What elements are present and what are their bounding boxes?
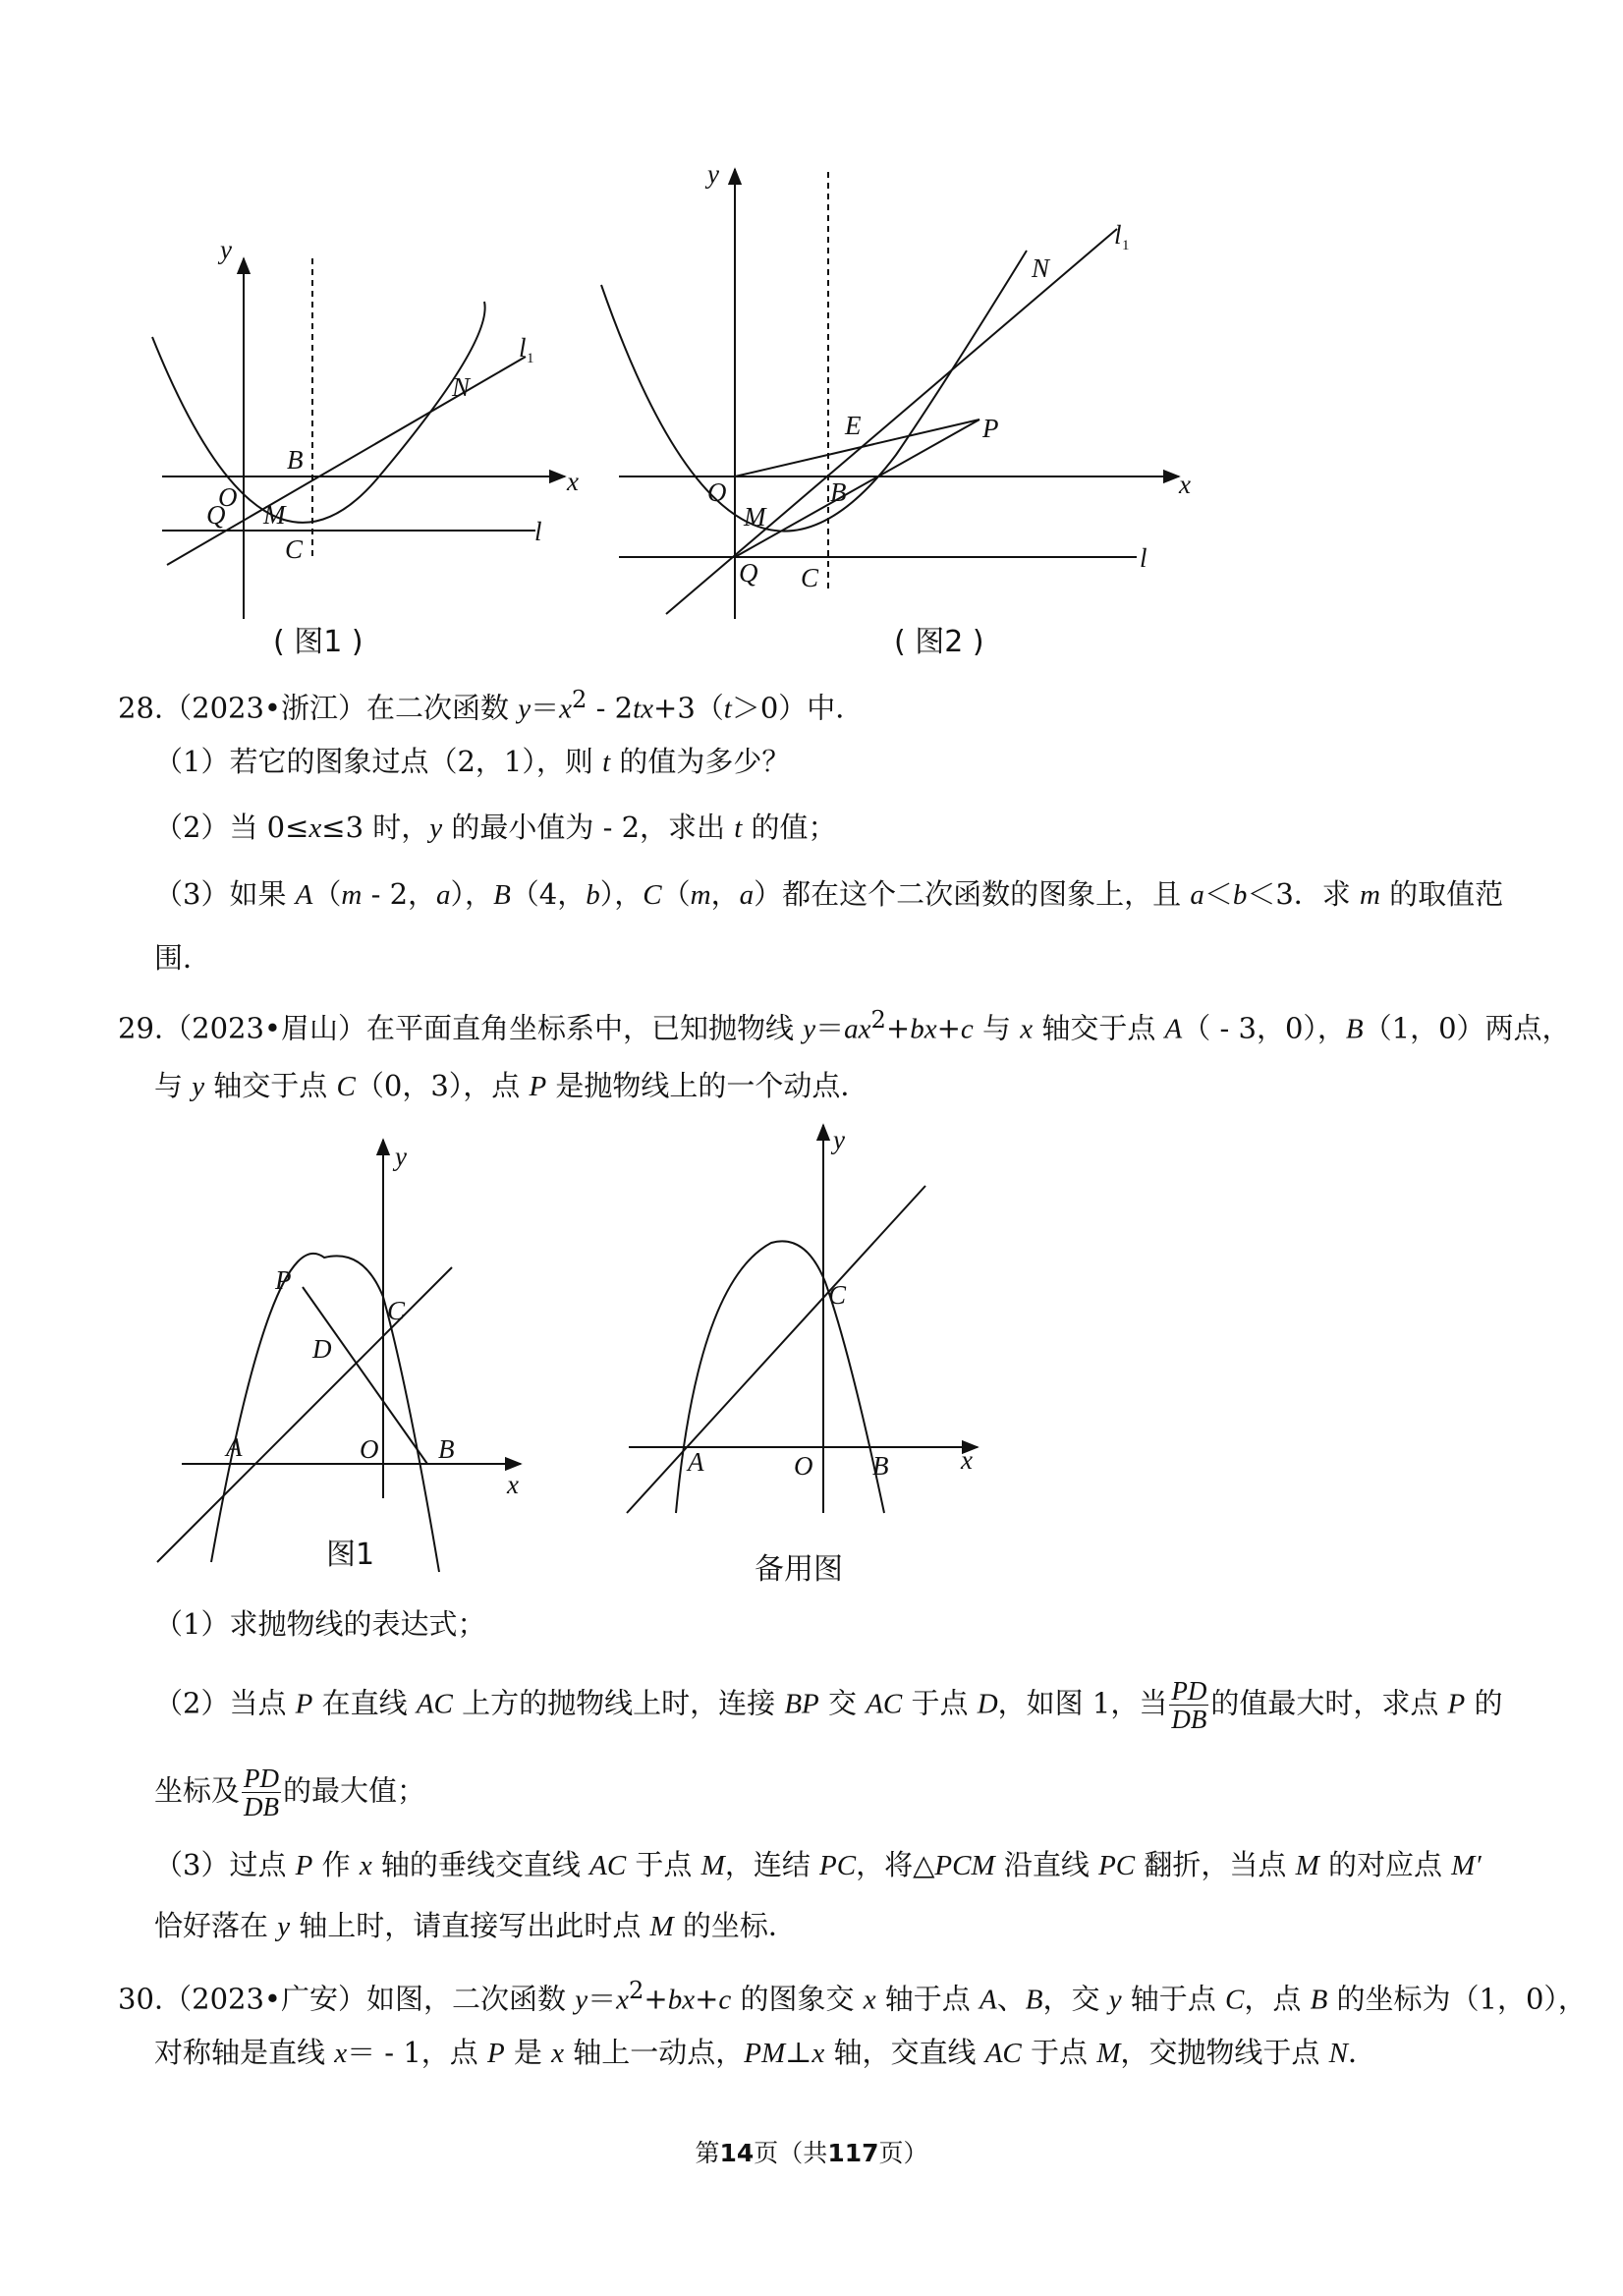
label-C: C — [285, 534, 304, 564]
line-AC — [157, 1267, 452, 1562]
label-C: C — [828, 1280, 847, 1310]
figure-top-left — [138, 231, 589, 624]
label-l1-sub: 1 — [527, 351, 534, 366]
parabola — [211, 1254, 439, 1572]
label-Q: Q — [739, 558, 758, 588]
label-B: B — [287, 445, 304, 475]
parabola — [676, 1241, 884, 1513]
label-l1: l — [519, 333, 527, 363]
q29-part1: （1）求抛物线的表达式； — [154, 1607, 486, 1641]
figure-top-right — [601, 157, 1210, 619]
q29-figure-1 — [147, 1140, 540, 1572]
label-l: l — [1140, 543, 1147, 573]
q28-part1: （1）若它的图象过点（2，1），则 t 的值为多少？ — [154, 745, 791, 778]
q28-part3: （3）如果 A（m - 2，a），B（4，b），C（m，a）都在这个二次函数的图象上，且 a＜b＜3．求 m 的取值范 — [154, 877, 1504, 911]
label-y: y — [833, 1125, 845, 1154]
q29-stem-line2: 与 y 轴交于点 C（0，3），点 P 是抛物线上的一个动点． — [154, 1069, 869, 1102]
q30-stem-line1: 30.（2023•广安）如图，二次函数 $y=x^2+bx+c$ 的图象交 x 轴于点 A、B，交 y 轴于点 C，点 B 的坐标为（1，0）， — [118, 1977, 1587, 2016]
page-number: 14 — [719, 2139, 755, 2167]
label-B: B — [438, 1434, 455, 1464]
label-B: B — [830, 477, 847, 507]
label-D: D — [312, 1334, 332, 1364]
label-E: E — [845, 411, 862, 440]
q29-part3: （3）过点 P 作 x 轴的垂线交直线 AC 于点 M，连结 PC，将△PCM 沿直线 PC 翻折，当点 M 的对应点 M′ — [154, 1848, 1482, 1881]
q29-part3-cont: 恰好落在 y 轴上时，请直接写出此时点 M 的坐标． — [154, 1909, 797, 1942]
label-x: x — [567, 467, 579, 496]
page-total: 117 — [827, 2139, 879, 2167]
label-O: O — [794, 1451, 813, 1481]
q29-caption-fig1: 图1 — [326, 1538, 375, 1572]
label-C: C — [387, 1296, 406, 1325]
label-B: B — [872, 1451, 889, 1481]
label-A: A — [226, 1432, 243, 1462]
label-y: y — [220, 235, 232, 264]
q29-part2: （2）当点 P 在直线 AC 上方的抛物线上时，连接 BP 交 AC 于点 D，如图 1，当 $\frac{PD}{DB}$ 的值最大时，求点 P 的 — [154, 1676, 1503, 1734]
label-P: P — [275, 1265, 292, 1295]
caption-top-fig2: ( 图2 ) — [894, 625, 984, 659]
label-M: M — [744, 502, 766, 532]
label-x: x — [1179, 470, 1191, 499]
fraction-PD-DB: $\frac{PD}{DB}$ — [244, 1764, 280, 1821]
label-O: O — [218, 482, 238, 512]
label-M: M — [263, 500, 286, 530]
label-l1-sub: 1 — [1122, 238, 1130, 253]
page-footer: 第14页（共117页） — [695, 2139, 928, 2167]
q29-figure-backup — [619, 1115, 1012, 1538]
q29-stem-line1: 29.（2023•眉山）在平面直角坐标系中，已知抛物线 $y=ax^2+bx+c$ 与 x 轴交于点 A（ - 3，0），B（1，0）两点， — [118, 1006, 1571, 1045]
label-A: A — [688, 1447, 704, 1477]
caption-top-fig1: ( 图1 ) — [273, 625, 364, 659]
segment-QP — [735, 420, 979, 557]
label-Q: Q — [206, 500, 226, 530]
label-N: N — [1032, 253, 1050, 283]
q29-caption-backup: 备用图 — [755, 1552, 843, 1587]
label-O: O — [360, 1434, 379, 1464]
q28-stem: 28.（2023•浙江）在二次函数 $y=x^2 - 2tx+3(t>0)$中． — [118, 686, 865, 725]
parabola — [152, 302, 485, 523]
fraction-PD-DB: $\frac{PD}{DB}$ — [1171, 1676, 1207, 1734]
label-O: O — [707, 477, 727, 507]
label-C: C — [801, 563, 819, 592]
q29-part2-cont: 坐标及 $\frac{PD}{DB}$ 的最大值； — [154, 1764, 426, 1821]
label-y: y — [395, 1142, 407, 1171]
q30-stem-line2: 对称轴是直线 x＝ - 1，点 P 是 x 轴上一动点，PM⊥x 轴，交直线 AC 于点 M，交抛物线于点 N． — [154, 2036, 1376, 2069]
label-y: y — [707, 159, 719, 189]
label-P: P — [982, 414, 999, 443]
label-x: x — [507, 1470, 519, 1499]
q28-part3-cont: 围． — [154, 941, 212, 975]
label-N: N — [452, 372, 471, 402]
label-l1: l — [1114, 220, 1122, 250]
label-x: x — [961, 1445, 973, 1475]
q28-part2: （2）当 0≤x≤3 时，y 的最小值为 - 2，求出 t 的值； — [154, 811, 837, 844]
label-l: l — [534, 517, 542, 546]
line-l1 — [167, 357, 526, 565]
